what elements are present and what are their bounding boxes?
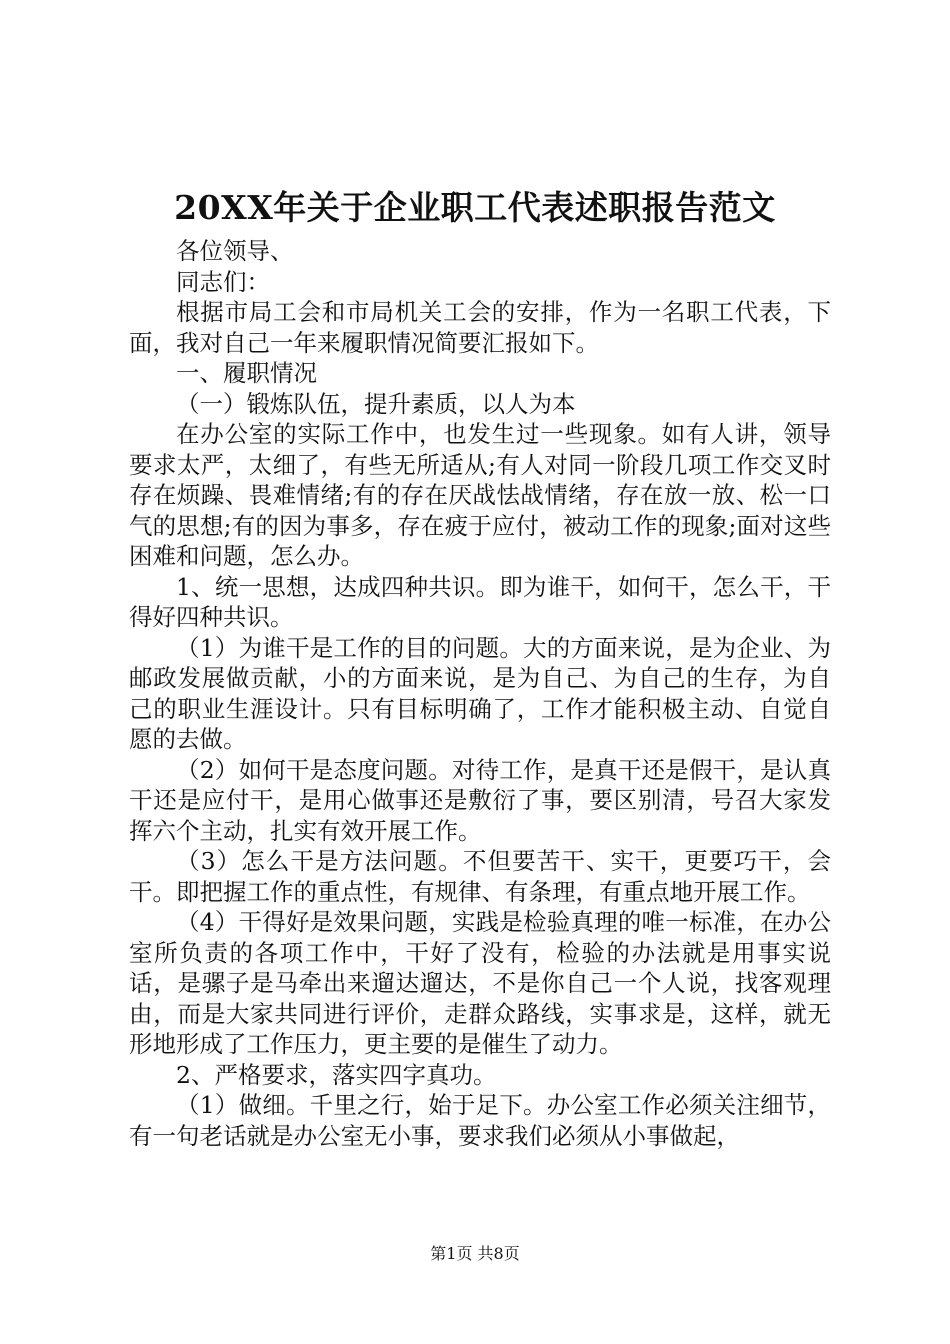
paragraph: 在办公室的实际工作中，也发生过一些现象。如有人讲，领导要求太严，太细了，有些无所适从;有人对同一阶段几项工作交叉时存在烦躁、畏难情绪;有的存在厌战怯战情绪，存在放一放、松一口气的思想;有的因为事多，存在疲于应付，被动工作的现象;面对这些困难和问题，怎么办。 [129, 420, 831, 570]
paragraph: （1）做细。千里之行，始于足下。办公室工作必须关注细节，有一句老话就是办公室无小事，要求我们必须从小事做起， [129, 1091, 831, 1150]
subsection-heading: （一）锻炼队伍，提升素质，以人为本 [176, 389, 576, 418]
paragraph: （2）如何干是态度问题。对待工作，是真干还是假干，是认真干还是应付干，是用心做事还是敷衍了事，要区别清，号召大家发挥六个主动，扎实有效开展工作。 [129, 755, 831, 845]
paragraph: （4）干得好是效果问题，实践是检验真理的唯一标准，在办公室所负责的各项工作中，干好了没有，检验的办法就是用事实说话，是骡子是马牵出来遛达遛达，不是你自己一个人说，找客观理由，而是大家共同进行评价，走群众路线，实事求是，这样，就无形地形成了工作压力，更主要的是催生了动力。 [129, 908, 831, 1058]
paragraph: 2、严格要求，落实四字真功。 [176, 1060, 497, 1089]
paragraph: 1、统一思想，达成四种共识。即为谁干，如何干，怎么干，干得好四种共识。 [129, 572, 831, 631]
page-footer: 第1页 共8页 [430, 1244, 520, 1263]
document-body [129, 236, 831, 1151]
salutation-comrades: 同志们： [176, 267, 270, 296]
salutation-leaders: 各位领导、 [176, 237, 294, 265]
paragraph: （1）为谁干是工作的目的问题。大的方面来说，是为企业、为邮政发展做贡献，小的方面来说，是为自己、为自己的生存，为自己的职业生涯设计。只有目标明确了，工作才能积极主动、自觉自愿的去做。 [129, 633, 831, 753]
document-title: 20XX年关于企业职工代表述职报告范文 [174, 188, 776, 227]
paragraph-intro: 根据市局工会和市局机关工会的安排，作为一名职工代表，下面，我对自己一年来履职情况简要汇报如下。 [129, 298, 831, 357]
paragraph: （3）怎么干是方法问题。不但要苦干、实干，更要巧干，会干。即把握工作的重点性，有规律、有条理，有重点地开展工作。 [129, 847, 831, 906]
section-heading: 一、履职情况 [176, 359, 317, 387]
